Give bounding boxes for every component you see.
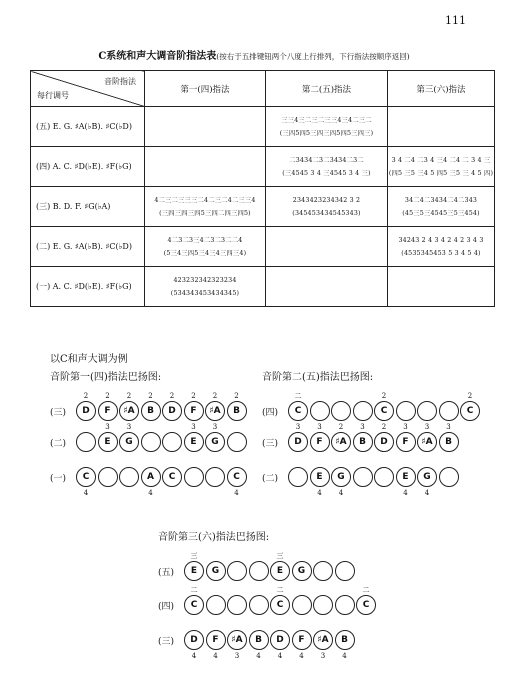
finger-number: 4	[342, 652, 347, 660]
finger-number: 2	[83, 392, 89, 400]
button-row	[158, 629, 356, 660]
note-button	[98, 423, 118, 452]
button-circle	[310, 401, 330, 421]
note-button	[141, 467, 161, 497]
finger-number: 3	[317, 423, 322, 431]
note-button	[353, 423, 373, 452]
row-key-label: (五) E. G. ♯A(♭B). ♯C(♭D)	[31, 107, 145, 147]
finger-number: 3	[212, 423, 218, 431]
note-button	[310, 423, 330, 452]
fingering-cell	[145, 107, 266, 147]
button-circle	[374, 467, 394, 487]
button-circle	[335, 561, 355, 581]
fingering-lower-line: (三四5四5三四三四5四5三四三)	[279, 129, 374, 137]
button-circle: G	[331, 467, 351, 487]
fig3-title: 音阶第三(六)指法巴扬图:	[158, 532, 270, 543]
fingering-lower-line: (45三5三4545三5三454)	[402, 209, 480, 217]
finger-number: 3	[424, 423, 430, 431]
fingering-upper-line: 4二3二3三4二3二3二二4	[167, 236, 243, 244]
finger-number: 4	[234, 489, 239, 497]
button-circle	[206, 595, 226, 615]
table-row	[31, 267, 495, 307]
empty-button	[162, 432, 182, 452]
header-fingering-2: 第二(五)指法	[266, 71, 388, 107]
fingering-cell	[388, 147, 495, 187]
finger-number: 2	[212, 392, 218, 400]
note-button	[313, 630, 333, 660]
button-circle	[353, 401, 373, 421]
note-button	[292, 630, 312, 660]
empty-button	[141, 432, 161, 452]
button-circle	[439, 467, 459, 487]
finger-number: 三	[276, 552, 284, 560]
empty-button	[439, 401, 459, 421]
button-row	[50, 392, 248, 422]
finger-number: 二	[190, 586, 198, 594]
fingering-cell	[266, 147, 388, 187]
finger-number: 2	[191, 392, 196, 400]
button-circle: B	[335, 630, 355, 650]
finger-number: 二	[276, 586, 284, 594]
button-circle: C	[162, 467, 182, 487]
title-note: (按右于五排键钮两个八度上行排列，下行指法按顺序返回)	[216, 52, 410, 61]
button-circle: E	[310, 467, 330, 487]
fingering-lower-line: (5三4三四5三4三4三四三4)	[163, 249, 247, 257]
button-circle: D	[162, 401, 182, 421]
fingering-lower-line: (三4545 3 4 三4545 3 4 三)	[282, 169, 371, 177]
note-button	[417, 467, 437, 497]
empty-button	[374, 467, 394, 487]
fingering-cell	[388, 227, 495, 267]
empty-button	[227, 561, 247, 581]
finger-number: 4	[256, 652, 261, 660]
empty-button	[184, 467, 204, 487]
fingering-lower-line: (534343453434345)	[170, 289, 240, 297]
empty-button	[396, 401, 416, 421]
fingering-lower-line: (4535345453 5 3 4 5 4)	[401, 249, 481, 257]
button-circle: C	[270, 595, 290, 615]
fingering-cell	[145, 147, 266, 187]
row-label: (三)	[262, 438, 279, 449]
empty-button	[288, 467, 308, 487]
fingering-cell	[145, 227, 266, 267]
fingering-cell	[145, 187, 266, 227]
button-circle	[227, 432, 247, 452]
header-corner-cell	[31, 71, 145, 107]
fig2-title: 音阶第二(五)指法巴扬图:	[262, 372, 374, 383]
finger-number: 2	[148, 392, 153, 400]
button-circle	[184, 467, 204, 487]
note-button	[184, 586, 204, 615]
row-label: (五)	[158, 567, 175, 578]
empty-button	[439, 467, 459, 487]
row-key-label: (三) B. D. F. ♯G(♭A)	[31, 187, 145, 227]
note-button	[119, 392, 139, 421]
button-circle	[249, 595, 269, 615]
fingering-upper-line: 3 4 二4 二3 4 三4 二4 二 3 4 三	[391, 156, 491, 164]
empty-button	[206, 595, 226, 615]
finger-number: 4	[403, 489, 408, 497]
fingering-upper-line: 2343423234342 3 2	[292, 196, 361, 204]
note-button	[141, 392, 161, 421]
finger-number: 2	[338, 423, 344, 431]
note-button	[288, 392, 308, 421]
finger-number: 4	[191, 652, 197, 660]
fingering-cell	[388, 107, 495, 147]
fingering-upper-line: 二3434二3二3434二3二	[289, 156, 364, 164]
row-label: (二)	[50, 438, 67, 449]
button-circle	[227, 595, 247, 615]
finger-number: 3	[320, 652, 326, 660]
button-circle: ♯A	[313, 630, 333, 650]
table-body	[31, 107, 495, 307]
row-label: (二)	[262, 473, 279, 484]
button-circle: E	[98, 432, 118, 452]
note-button	[249, 630, 269, 660]
empty-button	[227, 595, 247, 615]
button-circle: D	[288, 432, 308, 452]
finger-number: 2	[467, 392, 473, 400]
empty-button	[310, 401, 330, 421]
empty-button	[335, 595, 355, 615]
row-label: (一)	[50, 473, 67, 484]
empty-button	[335, 561, 355, 581]
button-row	[262, 423, 460, 453]
fingering-upper-line: 4二三二三三三二4二三二4二三三4	[154, 196, 256, 204]
corner-bottom-label: 每行调号	[37, 91, 69, 100]
button-circle: C	[184, 595, 204, 615]
button-circle: D	[270, 630, 290, 650]
button-circle: F	[396, 432, 416, 452]
table-row	[31, 187, 495, 227]
button-circle: C	[76, 467, 96, 487]
button-circle: ♯A	[331, 432, 351, 452]
finger-number: 三	[190, 552, 198, 560]
empty-button	[227, 432, 247, 452]
finger-number: 2	[126, 392, 132, 400]
button-row	[158, 552, 356, 582]
fingering-cell	[388, 187, 495, 227]
finger-number: 4	[338, 489, 344, 497]
note-button	[205, 392, 225, 421]
note-button	[227, 392, 247, 421]
note-button	[270, 552, 290, 581]
row-label: (四)	[158, 601, 175, 612]
note-button	[184, 552, 204, 581]
row-key-label: (一) A. C. ♯D(♭E). ♯F(♭G)	[31, 267, 145, 307]
finger-number: 4	[424, 489, 430, 497]
button-circle	[227, 561, 247, 581]
note-button	[184, 630, 204, 660]
finger-number: 4	[148, 489, 153, 497]
note-button	[270, 586, 290, 615]
page-number: 111	[445, 14, 466, 27]
note-button	[439, 423, 459, 452]
corner-top-label: 音阶指法	[104, 77, 136, 86]
finger-number: 2	[169, 392, 175, 400]
note-button	[184, 392, 204, 421]
empty-button	[417, 401, 437, 421]
note-button	[119, 423, 139, 452]
note-button	[270, 630, 290, 660]
button-circle: F	[310, 432, 330, 452]
row-label: (三)	[158, 636, 175, 647]
finger-number: 2	[105, 392, 110, 400]
button-circle: E	[184, 561, 204, 581]
note-button	[310, 467, 330, 497]
button-circle: F	[206, 630, 226, 650]
empty-button	[249, 595, 269, 615]
note-button	[417, 423, 437, 452]
button-circle: B	[249, 630, 269, 650]
button-circle: ♯A	[205, 401, 225, 421]
note-button	[162, 467, 182, 487]
table-row	[31, 107, 495, 147]
empty-button	[98, 467, 118, 487]
button-circle: C	[288, 401, 308, 421]
finger-number: 3	[295, 423, 301, 431]
fingering-table	[30, 70, 495, 307]
finger-number: 4	[213, 652, 218, 660]
button-circle	[249, 561, 269, 581]
button-circle	[335, 595, 355, 615]
button-circle: E	[184, 432, 204, 452]
fingering-upper-line: 423232342323234	[173, 276, 237, 284]
note-button	[162, 392, 182, 421]
empty-button	[313, 595, 333, 615]
row-label: (三)	[50, 407, 67, 418]
fingering-upper-line: 34243 2 4 3 4 2 4 2 3 4 3	[398, 236, 484, 244]
button-circle	[331, 401, 351, 421]
table-row	[31, 147, 495, 187]
note-button	[227, 630, 247, 660]
button-circle	[76, 432, 96, 452]
empty-button	[249, 561, 269, 581]
empty-button	[353, 467, 373, 487]
finger-number: 3	[403, 423, 408, 431]
finger-number: 3	[234, 652, 240, 660]
button-circle: F	[184, 401, 204, 421]
button-circle	[292, 595, 312, 615]
finger-number: 3	[126, 423, 132, 431]
header-fingering-3: 第三(六)指法	[388, 71, 495, 107]
button-circle	[313, 595, 333, 615]
note-button	[98, 392, 118, 421]
row-key-label: (四) A. C. ♯D(♭E). ♯F(♭G)	[31, 147, 145, 187]
note-button	[396, 467, 416, 497]
finger-number: 4	[83, 489, 89, 497]
note-button	[206, 561, 226, 581]
button-circle	[119, 467, 139, 487]
empty-button	[76, 432, 96, 452]
note-button	[396, 423, 416, 452]
finger-number: 4	[277, 652, 283, 660]
button-circle	[205, 467, 225, 487]
button-circle: C	[356, 595, 376, 615]
note-button	[331, 467, 351, 497]
empty-button	[205, 467, 225, 487]
button-row	[50, 466, 248, 497]
note-button	[374, 392, 394, 421]
button-circle	[288, 467, 308, 487]
note-button	[331, 423, 351, 452]
button-circle: A	[141, 467, 161, 487]
fig1-title: 音阶第一(四)指法巴扬图:	[50, 372, 162, 383]
fingering-cell	[266, 187, 388, 227]
note-button	[184, 423, 204, 452]
button-circle: ♯A	[417, 432, 437, 452]
empty-button	[353, 401, 373, 421]
fingering-lower-line: (四5 三5 三4 5 四5 三5 三 4 5 四)	[388, 169, 494, 177]
button-row	[262, 466, 460, 497]
fingering-lower-line: (345453434545343)	[292, 209, 361, 217]
row-label: (四)	[262, 407, 279, 418]
note-button	[205, 423, 225, 452]
fingering-upper-line: 三三4三二三二三三4三4二三二	[281, 116, 372, 124]
fingering-cell	[266, 107, 388, 147]
button-circle: G	[119, 432, 139, 452]
table-row	[31, 227, 495, 267]
finger-number: 2	[381, 392, 387, 400]
button-circle: D	[374, 432, 394, 452]
finger-number: 3	[191, 423, 196, 431]
finger-number: 二	[362, 586, 370, 594]
button-circle: B	[439, 432, 459, 452]
empty-button	[313, 561, 333, 581]
note-button	[76, 392, 96, 421]
finger-number: 4	[299, 652, 304, 660]
finger-number: 2	[234, 392, 239, 400]
finger-number: 二	[294, 392, 302, 400]
fingering-cell	[388, 267, 495, 307]
finger-number: 2	[381, 423, 387, 431]
finger-number: 3	[360, 423, 365, 431]
button-circle: ♯A	[119, 401, 139, 421]
button-circle: G	[292, 561, 312, 581]
button-circle: G	[206, 561, 226, 581]
button-circle: D	[184, 630, 204, 650]
button-row	[158, 586, 378, 616]
button-circle: G	[417, 467, 437, 487]
button-circle: B	[227, 401, 247, 421]
button-circle	[353, 467, 373, 487]
button-circle	[162, 432, 182, 452]
button-row	[50, 423, 248, 453]
title-main: C系统和声大调音阶指法表	[98, 51, 217, 62]
table-header-row	[31, 71, 495, 107]
button-circle: G	[205, 432, 225, 452]
button-circle	[439, 401, 459, 421]
note-button	[356, 586, 376, 615]
fingering-cell	[266, 227, 388, 267]
empty-button	[331, 401, 351, 421]
button-circle	[98, 467, 118, 487]
note-button	[76, 467, 96, 497]
fingering-lower-line: (三四三四三四5三四二四三四5)	[159, 209, 251, 217]
note-button	[335, 630, 355, 660]
button-circle	[313, 561, 333, 581]
button-circle: B	[353, 432, 373, 452]
button-circle: D	[76, 401, 96, 421]
note-button	[292, 561, 312, 581]
button-circle: E	[270, 561, 290, 581]
note-button	[206, 630, 226, 660]
example-title: 以C和声大调为例	[50, 354, 128, 365]
fingering-cell	[145, 267, 266, 307]
header-fingering-1: 第一(四)指法	[145, 71, 266, 107]
finger-number: 4	[317, 489, 322, 497]
fingering-upper-line: 34二4二3434二4二343	[404, 196, 478, 204]
finger-number: 3	[105, 423, 110, 431]
button-circle	[417, 401, 437, 421]
note-button	[288, 423, 308, 452]
button-circle: C	[227, 467, 247, 487]
button-circle: E	[396, 467, 416, 487]
note-button	[227, 467, 247, 497]
empty-button	[119, 467, 139, 487]
fingering-cell	[266, 267, 388, 307]
button-row	[262, 392, 482, 422]
button-circle: C	[374, 401, 394, 421]
page-title	[0, 47, 508, 62]
row-key-label: (二) E. G. ♯A(♭B). ♯C(♭D)	[31, 227, 145, 267]
note-button	[460, 392, 480, 421]
button-circle: ♯A	[227, 630, 247, 650]
button-circle: C	[460, 401, 480, 421]
finger-number: 3	[446, 423, 451, 431]
note-button	[374, 423, 394, 452]
button-circle: F	[98, 401, 118, 421]
empty-button	[292, 595, 312, 615]
button-circle: B	[141, 401, 161, 421]
button-circle	[141, 432, 161, 452]
button-circle: F	[292, 630, 312, 650]
button-circle	[396, 401, 416, 421]
